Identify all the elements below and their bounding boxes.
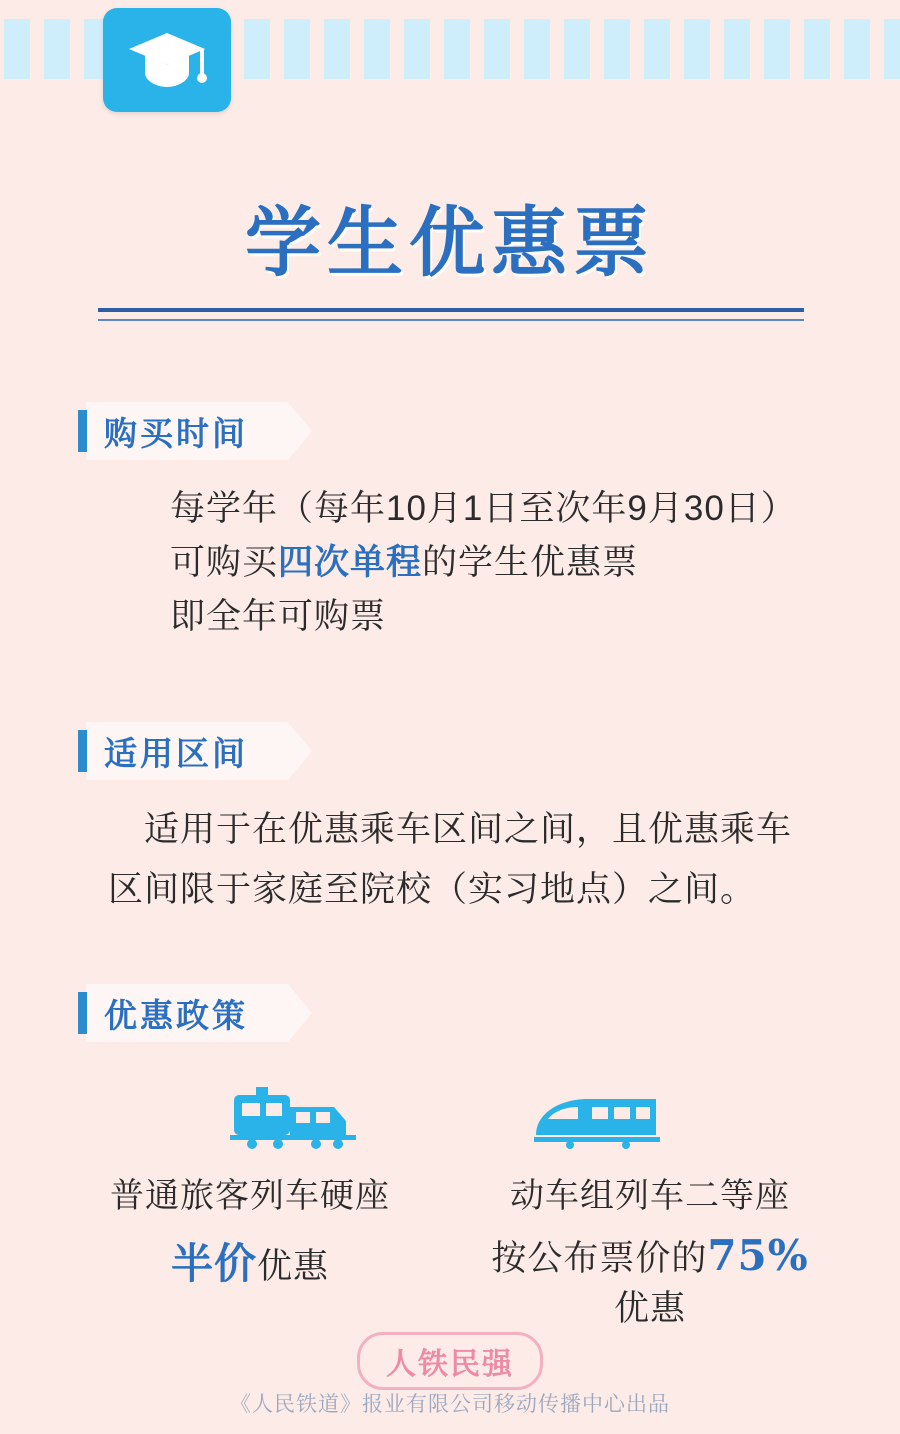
section-accent-bar — [78, 410, 87, 452]
section-title: 优惠政策 — [104, 995, 248, 1035]
strip-tick — [444, 19, 470, 79]
section-header-purchase-time — [78, 402, 288, 460]
policy-value — [485, 1231, 815, 1331]
section-title: 购买时间 — [104, 413, 248, 453]
strip-tick — [564, 19, 590, 79]
line-highlight: 四次单程 — [278, 542, 423, 583]
policy-value-rest: 优惠 — [613, 1289, 686, 1328]
page-title: 学生优惠票 — [245, 198, 655, 287]
graduation-cap-icon — [103, 8, 231, 112]
strip-tick — [764, 19, 790, 79]
section-title: 适用区间 — [104, 733, 248, 773]
line-text-after: 的学生优惠票 — [422, 543, 639, 582]
policy-column-high-speed — [485, 1168, 815, 1331]
high-speed-train-icon — [530, 1085, 670, 1156]
policy-columns — [0, 1168, 900, 1331]
policy-value-rest: 优惠 — [257, 1247, 330, 1286]
divider-thick — [98, 308, 804, 312]
purchase-time-paragraph — [170, 482, 870, 644]
title-divider — [98, 308, 804, 321]
policy-value-emphasis: 75% — [707, 1231, 809, 1280]
section-accent-bar — [78, 992, 87, 1034]
line-text: 适用于在优惠乘车区间之间，且优惠乘车 — [108, 810, 793, 849]
strip-tick — [644, 19, 670, 79]
strip-tick — [484, 19, 510, 79]
policy-value — [85, 1231, 415, 1291]
section-header-discount-policy — [78, 984, 288, 1042]
section-accent-bar — [78, 730, 87, 772]
policy-value-prefix: 按公布票价的 — [491, 1239, 708, 1278]
line-text: 每学年（每年10月1日至次年9月30日） — [170, 489, 797, 528]
section-plate — [86, 722, 288, 780]
footer-badge — [0, 1332, 900, 1390]
paragraph-line — [170, 536, 870, 590]
line-text: 区间限于家庭至院校（实习地点）之间。 — [108, 870, 757, 909]
section-plate — [86, 402, 288, 460]
line-text: 可购买 — [170, 543, 279, 582]
strip-tick — [44, 19, 70, 79]
regular-train-icon — [230, 1085, 370, 1156]
policy-label: 动车组列车二等座 — [510, 1177, 790, 1215]
policy-block — [0, 1078, 900, 1331]
divider-thin — [98, 319, 804, 321]
policy-value-emphasis: 半价 — [170, 1239, 257, 1288]
policy-column-regular — [85, 1168, 415, 1331]
section-plate — [86, 984, 288, 1042]
strip-tick — [724, 19, 750, 79]
strip-tick — [684, 19, 710, 79]
strip-tick — [364, 19, 390, 79]
line-text: 即全年可购票 — [170, 597, 387, 636]
strip-tick — [404, 19, 430, 79]
strip-tick — [884, 19, 900, 79]
footer-badge-text: 人铁民强 — [357, 1332, 543, 1390]
strip-tick — [524, 19, 550, 79]
paragraph-line — [108, 860, 848, 920]
strip-tick — [804, 19, 830, 79]
policy-label: 普通旅客列车硬座 — [110, 1177, 390, 1215]
strip-tick — [284, 19, 310, 79]
strip-tick — [844, 19, 870, 79]
strip-tick — [244, 19, 270, 79]
strip-tick — [604, 19, 630, 79]
applicable-range-paragraph — [108, 800, 848, 920]
paragraph-line — [170, 590, 870, 644]
section-header-applicable-range — [78, 722, 288, 780]
strip-tick — [4, 19, 30, 79]
paragraph-line — [108, 800, 848, 860]
strip-tick — [324, 19, 350, 79]
policy-icons-row — [0, 1078, 900, 1156]
footer-credit: 《人民铁道》报业有限公司移动传播中心出品 — [230, 1393, 670, 1416]
paragraph-line — [170, 482, 870, 536]
